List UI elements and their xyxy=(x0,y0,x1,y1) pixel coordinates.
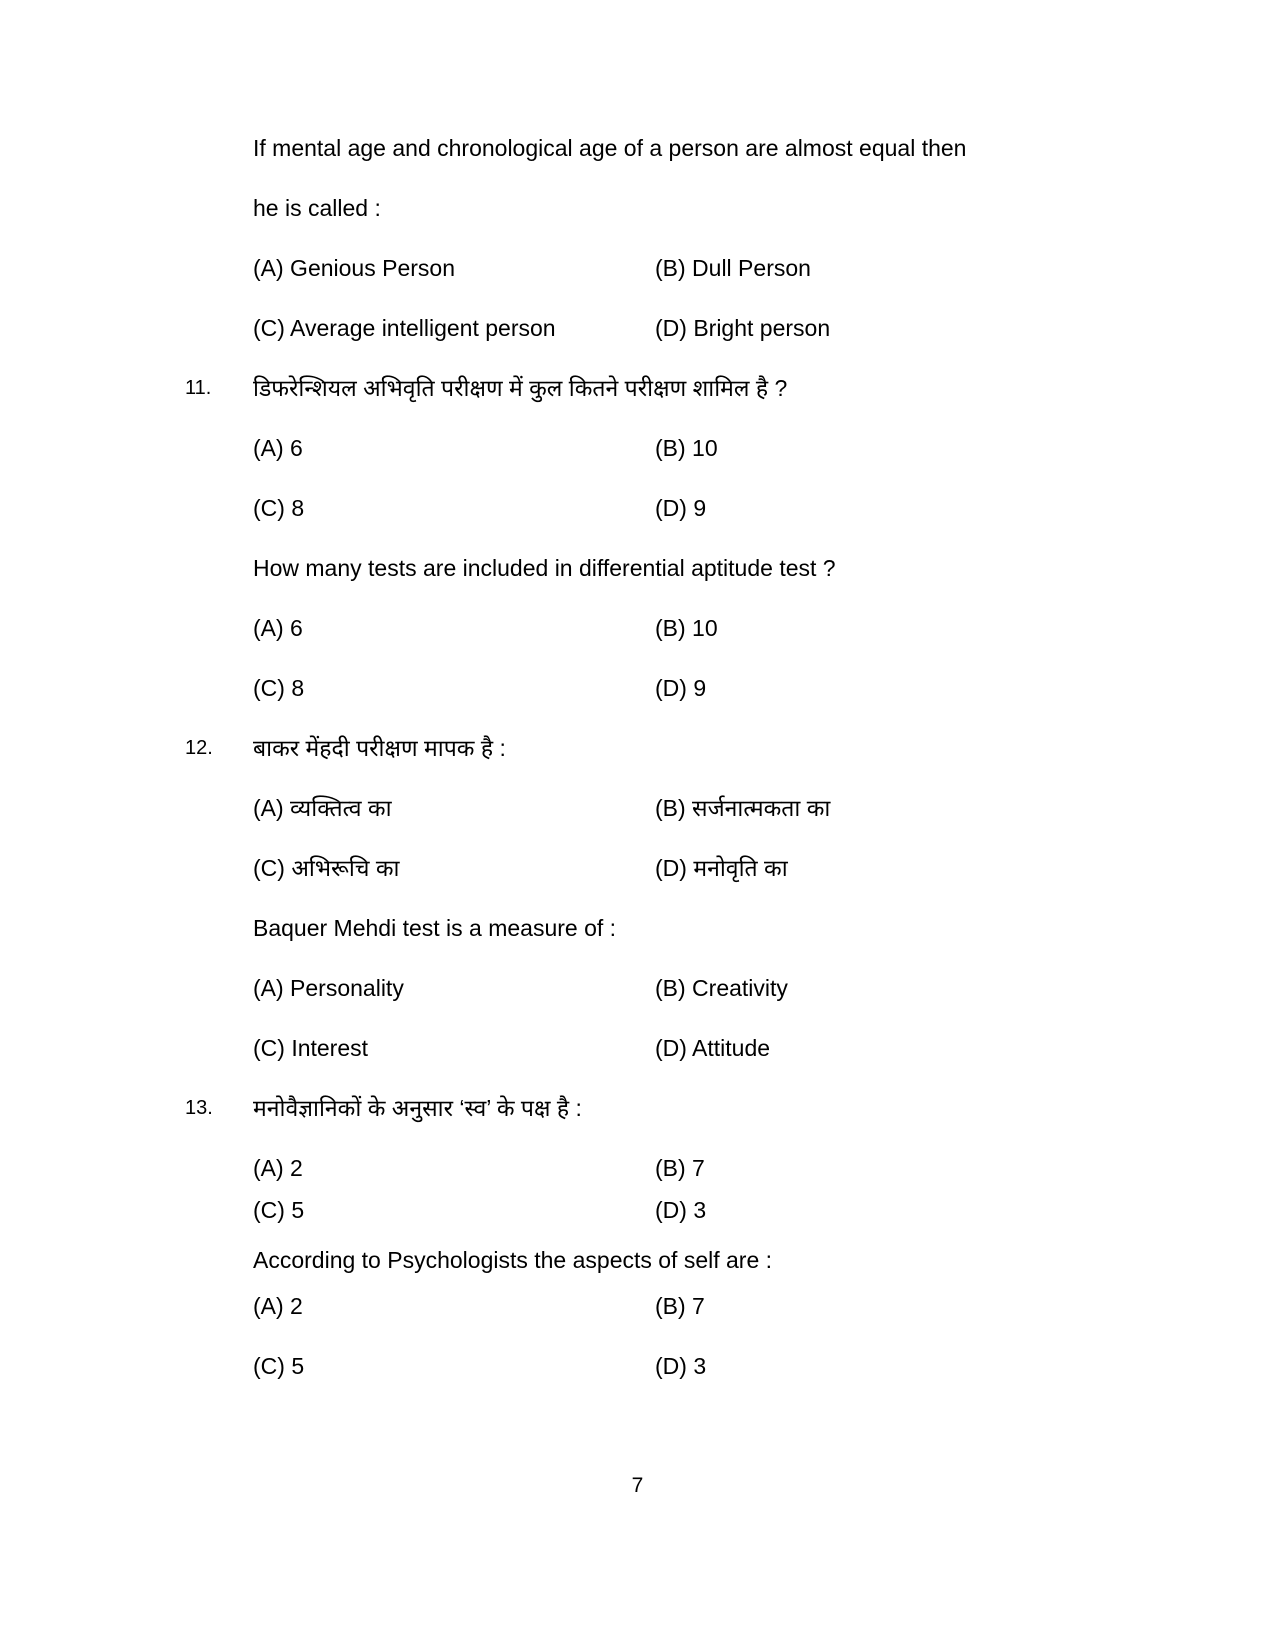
question-number: 13. xyxy=(185,1097,213,1119)
option-d: (D) 3 xyxy=(655,1197,707,1223)
options-row xyxy=(253,1195,1155,1225)
options-row xyxy=(253,433,1155,463)
options-row xyxy=(253,253,1155,283)
question-text-english: According to Psychologists the aspects of self are : xyxy=(253,1247,773,1273)
options-row xyxy=(253,613,1155,643)
option-a: (A) 2 xyxy=(253,1293,303,1319)
option-c: (C) Interest xyxy=(253,1035,369,1061)
option-d: (D) 3 xyxy=(655,1353,707,1379)
options-row xyxy=(253,1291,1155,1321)
option-d: (D) Bright person xyxy=(655,315,831,341)
question-text-english-line2: he is called : xyxy=(253,195,381,221)
page-number: 7 xyxy=(631,1474,644,1497)
option-d: (D) 9 xyxy=(655,495,707,521)
option-b: (B) सर्जनात्मकता का xyxy=(655,795,831,821)
option-d: (D) 9 xyxy=(655,675,707,701)
options-row xyxy=(253,1351,1155,1381)
question-text-english-line1: If mental age and chronological age of a person are almost equal then xyxy=(253,135,967,161)
option-a: (A) 2 xyxy=(253,1155,303,1181)
option-c: (C) Average intelligent person xyxy=(253,315,556,341)
option-b: (B) 10 xyxy=(655,435,718,461)
options-row xyxy=(253,1153,1155,1183)
options-row xyxy=(253,673,1155,703)
question-text-english: How many tests are included in differential aptitude test ? xyxy=(253,555,836,581)
options-row xyxy=(253,853,1155,883)
option-a: (A) Genious Person xyxy=(253,255,455,281)
option-b: (B) Creativity xyxy=(655,975,788,1001)
options-row xyxy=(253,793,1155,823)
option-b: (B) 10 xyxy=(655,615,718,641)
question-10-english-part xyxy=(253,133,1155,343)
option-c: (C) 8 xyxy=(253,675,305,701)
options-row xyxy=(253,493,1155,523)
options-row xyxy=(253,973,1155,1003)
question-13 xyxy=(185,1093,1155,1381)
question-number: 12. xyxy=(185,737,213,759)
question-text-english: Baquer Mehdi test is a measure of : xyxy=(253,915,617,941)
question-number: 11. xyxy=(185,377,212,399)
option-b: (B) Dull Person xyxy=(655,255,811,281)
option-c: (C) अभिरूचि का xyxy=(253,855,400,881)
option-c: (C) 8 xyxy=(253,495,305,521)
options-row xyxy=(253,313,1155,343)
option-b: (B) 7 xyxy=(655,1155,705,1181)
option-d: (D) Attitude xyxy=(655,1035,771,1061)
question-text-hindi: डिफरेन्शियल अभिवृति परीक्षण में कुल कितने परीक्षण शामिल है ? xyxy=(253,375,788,401)
option-c: (C) 5 xyxy=(253,1353,305,1379)
question-12 xyxy=(185,733,1155,1063)
options-row xyxy=(253,1033,1155,1063)
option-a: (A) 6 xyxy=(253,435,303,461)
option-a: (A) व्यक्तित्व का xyxy=(253,795,392,821)
option-b: (B) 7 xyxy=(655,1293,705,1319)
option-a: (A) 6 xyxy=(253,615,303,641)
question-11 xyxy=(185,373,1155,703)
option-d: (D) मनोवृति का xyxy=(655,855,788,881)
option-c: (C) 5 xyxy=(253,1197,305,1223)
option-a: (A) Personality xyxy=(253,975,404,1001)
question-text-hindi: मनोवैज्ञानिकों के अनुसार ‘स्व’ के पक्ष है : xyxy=(253,1095,582,1121)
question-text-hindi: बाकर मेंहदी परीक्षण मापक है : xyxy=(253,735,506,761)
